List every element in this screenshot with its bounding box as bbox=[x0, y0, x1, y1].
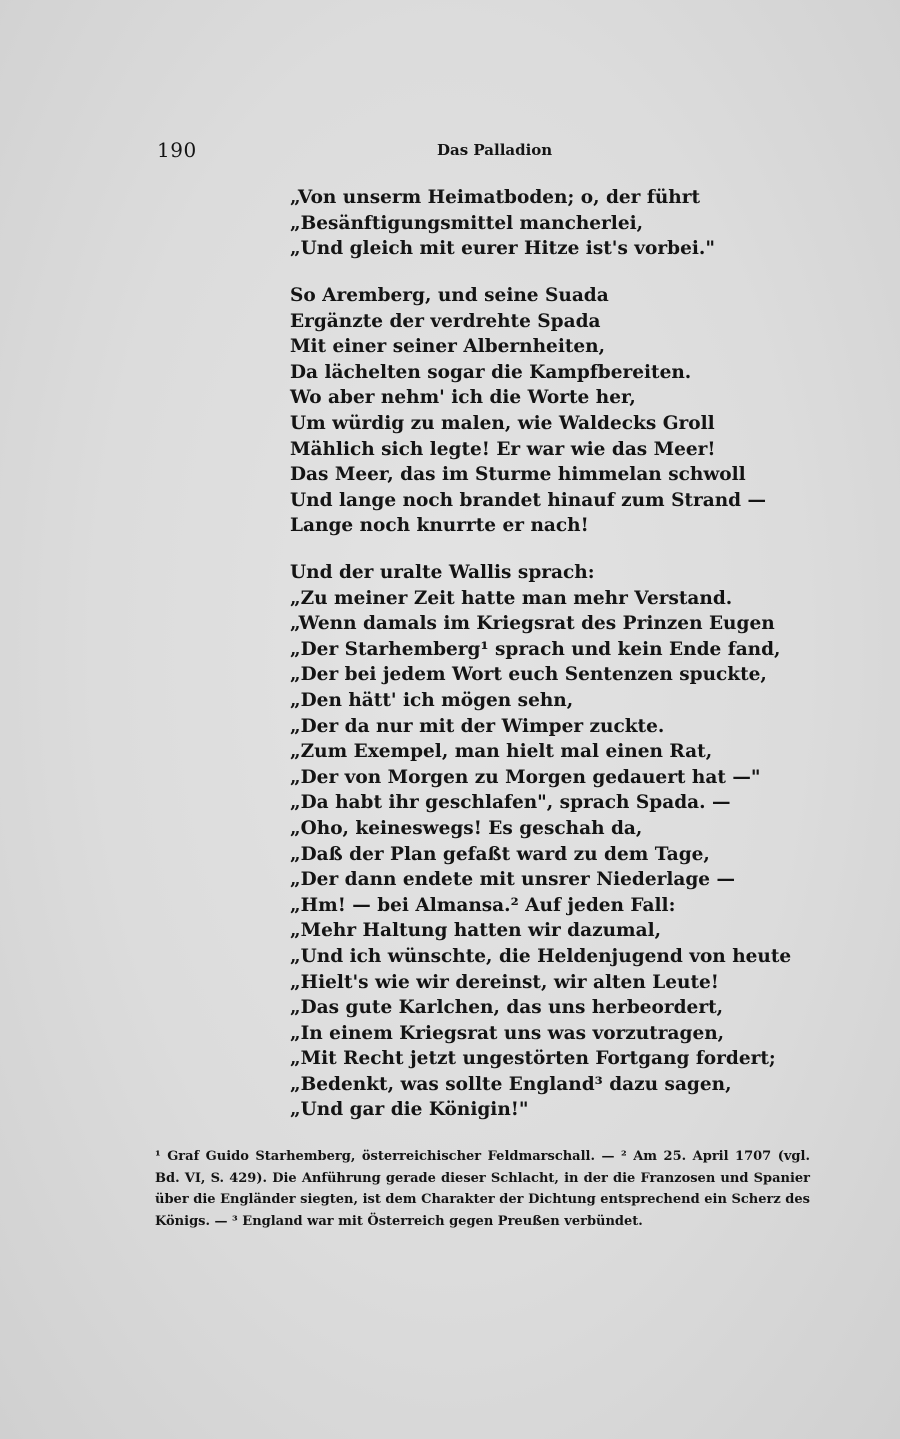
verse-line: Um würdig zu malen, wie Waldecks Groll bbox=[290, 412, 715, 434]
verse-line: „Und gleich mit eurer Hitze ist's vorbei." bbox=[290, 238, 715, 260]
verse-line: „Oho, keineswegs! Es geschah da, bbox=[290, 817, 643, 839]
footnotes bbox=[155, 1146, 810, 1232]
verse-line: „Den hätt' ich mögen sehn, bbox=[290, 689, 574, 711]
verse-line: „Und gar die Königin!" bbox=[290, 1099, 529, 1121]
verse-line: „Mit Recht jetzt ungestörten Fortgang fordert; bbox=[290, 1048, 776, 1070]
poem-stanza-2 bbox=[290, 283, 766, 539]
verse-line: Wo aber nehm' ich die Worte her, bbox=[290, 387, 636, 409]
verse-line: Mit einer seiner Albernheiten, bbox=[290, 336, 606, 358]
verse-line: „Zum Exempel, man hielt mal einen Rat, bbox=[290, 741, 713, 763]
verse-line: Da lächelten sogar die Kampfbereiten. bbox=[290, 361, 692, 383]
poem-stanza-1 bbox=[290, 185, 715, 262]
running-title: Das Palladion bbox=[437, 141, 553, 159]
verse-line: Mählich sich legte! Er war wie das Meer! bbox=[290, 438, 716, 460]
verse-line: „Mehr Haltung hatten wir dazumal, bbox=[290, 920, 662, 942]
verse-line: „Der von Morgen zu Morgen gedauert hat —" bbox=[290, 766, 761, 788]
verse-line: „Hm! — bei Almansa.² Auf jeden Fall: bbox=[290, 894, 676, 916]
page-number: 190 bbox=[157, 138, 197, 162]
verse-line: „Und ich wünschte, die Heldenjugend von heute bbox=[290, 945, 792, 967]
verse-line: „Der Starhemberg¹ sprach und kein Ende fand, bbox=[290, 638, 781, 660]
verse-line: Und lange noch brandet hinauf zum Strand — bbox=[290, 489, 767, 511]
verse-line: „Der da nur mit der Wimper zuckte. bbox=[290, 715, 665, 737]
verse-line: „Bedenkt, was sollte England³ dazu sagen, bbox=[290, 1073, 732, 1095]
verse-line: „Der dann endete mit unsrer Niederlage — bbox=[290, 869, 736, 891]
verse-line: So Aremberg, und seine Suada bbox=[290, 285, 609, 306]
footnote-text: ¹ Graf Guido Starhemberg, österreichischer Feldmarschall. — ² Am 25. April 1707 (vgl. Bd. VI, S. 429). Die Anführung gerade dieser Schlacht, in der die Franzosen und Spanier über die Engländer siegten, ist dem Charakter der Dichtung entsprechend ein Scherz des Königs. — ³ England war mit Österreich gegen Preußen verbündet. bbox=[155, 1149, 810, 1229]
verse-line: „Da habt ihr geschlafen", sprach Spada. — bbox=[290, 792, 731, 814]
verse-line: „In einem Kriegsrat uns was vorzutragen, bbox=[290, 1022, 725, 1044]
verse-line: „Von unserm Heimatboden; o, der führt bbox=[290, 187, 701, 208]
verse-line: „Daß der Plan gefaßt ward zu dem Tage, bbox=[290, 843, 710, 865]
poem-stanza-3 bbox=[290, 560, 791, 1123]
verse-line: „Der bei jedem Wort euch Sentenzen spuckte, bbox=[290, 664, 767, 686]
verse-line: Das Meer, das im Sturme himmelan schwoll bbox=[290, 464, 746, 486]
verse-line: Ergänzte der verdrehte Spada bbox=[290, 310, 601, 332]
verse-line: Lange noch knurrte er nach! bbox=[290, 515, 589, 537]
verse-line: „Wenn damals im Kriegsrat des Prinzen Eugen bbox=[290, 613, 775, 635]
verse-line: Und der uralte Wallis sprach: bbox=[290, 562, 595, 583]
verse-line: „Zu meiner Zeit hatte man mehr Verstand. bbox=[290, 587, 733, 609]
verse-line: „Das gute Karlchen, das uns herbeordert, bbox=[290, 997, 724, 1019]
verse-line: „Hielt's wie wir dereinst, wir alten Leute! bbox=[290, 971, 719, 993]
verse-line: „Besänftigungsmittel mancherlei, bbox=[290, 212, 644, 234]
